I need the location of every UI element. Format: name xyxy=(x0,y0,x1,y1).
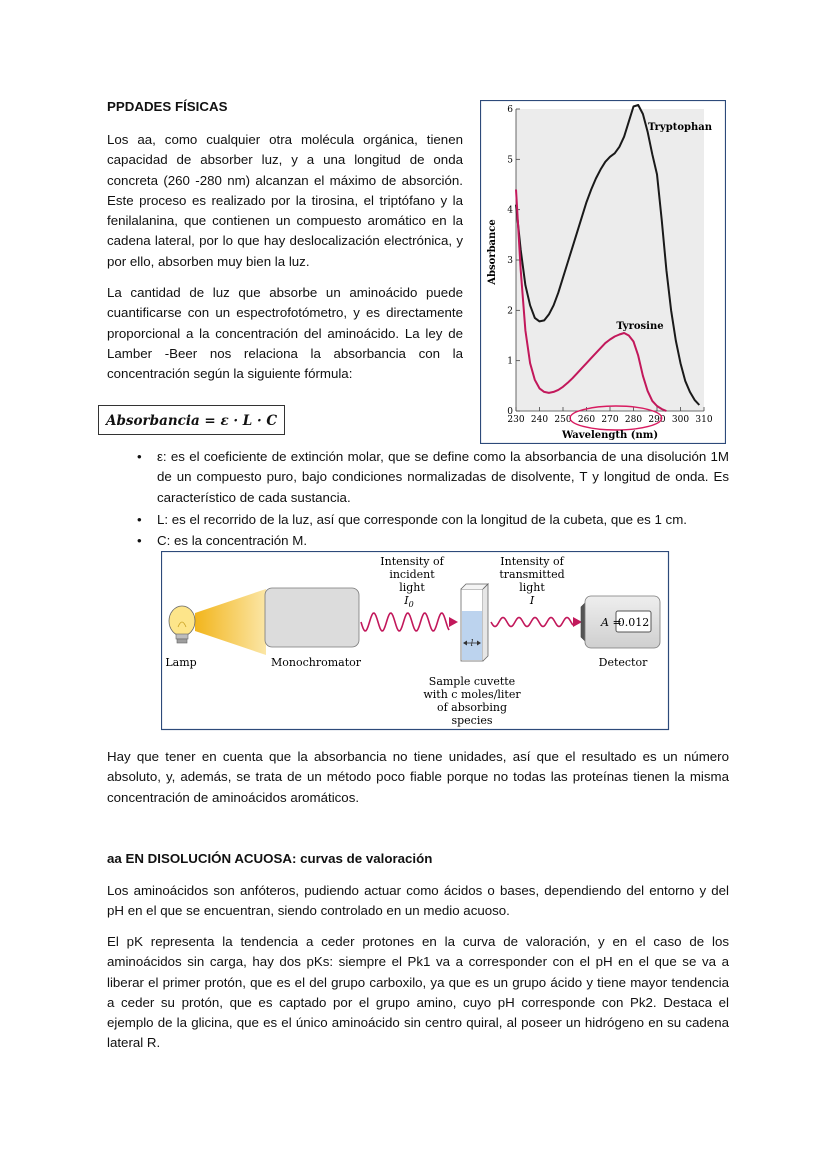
transmitted-symbol: I xyxy=(529,594,535,607)
absorbance-readout-value: 0.012 xyxy=(617,616,650,629)
incident-label-line1: Intensity of xyxy=(380,555,444,568)
section-heading-ppdades: PPDADES FÍSICAS xyxy=(107,99,228,114)
absorbance-chart-svg xyxy=(480,100,726,444)
absorbance-readout-label: A = xyxy=(601,616,622,629)
series-label-tyrosine: Tyrosine xyxy=(616,321,664,332)
bullet-marker: • xyxy=(137,511,142,527)
y-axis-label: Absorbance xyxy=(487,219,498,285)
detector-label: Detector xyxy=(598,656,648,669)
bullet-marker: • xyxy=(137,449,142,464)
y-tick-label: 1 xyxy=(507,356,513,367)
x-tick-label: 230 xyxy=(507,415,525,425)
incident-label-line3: light xyxy=(399,581,425,594)
cuvette-label-line3: of absorbing xyxy=(436,701,508,714)
paragraph-anfoteros: Los aminoácidos son anfóteros, pudiendo actuar como ácidos o bases, dependiendo del entorno y del pH en el que se encuentran, siendo controlado en un medio acuoso. xyxy=(107,883,729,919)
transmitted-label-line2: transmitted xyxy=(499,568,565,581)
bullet-text-l: L: es el recorrido de la luz, así que corresponde con la longitud de la cubeta, que es 1 cm. xyxy=(157,511,687,527)
series-label-tryptophan: Tryptophan xyxy=(647,122,713,133)
x-tick-label: 240 xyxy=(530,415,549,425)
y-tick-label: 6 xyxy=(507,105,513,115)
y-tick-label: 5 xyxy=(507,155,513,166)
formula-label: Absorbancia xyxy=(106,413,200,429)
absorbance-chart xyxy=(480,100,726,444)
formula-terms: = ε · L · C xyxy=(199,413,278,429)
y-tick-label: 2 xyxy=(507,306,513,317)
section-heading-disolucion: aa EN DISOLUCIÓN ACUOSA: curvas de valoración xyxy=(107,851,433,866)
x-tick-label: 250 xyxy=(554,415,572,425)
x-tick-label: 300 xyxy=(671,415,690,425)
paragraph-lambert-beer: La cantidad de luz que absorbe un aminoácido puede cuantificarse con un espectrofotómetro, y es directamente proporcional a la concentración del aminoácido. La ley de Lamber -Beer nos relaciona la absorbancia con la concentración según la siguiente fórmula: xyxy=(107,285,463,382)
paragraph-unidades: Hay que tener en cuenta que la absorbancia no tiene unidades, así que el resultado es un número absoluto, y, además, se trata de un método poco fiable porque no todas las proteínas tienen la misma concentración de aminoácidos aromáticos. xyxy=(107,749,729,805)
incident-label-line2: incident xyxy=(389,568,435,581)
x-tick-label: 290 xyxy=(648,415,666,425)
x-tick-label: 270 xyxy=(601,415,619,425)
list-item-l xyxy=(107,510,729,530)
x-tick-label: 280 xyxy=(624,415,643,425)
spectrophotometer-diagram xyxy=(161,551,670,731)
lamp-label: Lamp xyxy=(165,656,197,669)
monochromator-label: Monochromator xyxy=(270,656,362,669)
paragraph-pk: El pK representa la tendencia a ceder protones en la curva de valoración, y en el caso de los aminoácidos sin carga, hay dos pKs: siempre el Pk1 va a corresponder con el pH en el que se va a liberar el primer protón, que es el del grupo carboxilo, ya que es un grupo ácido y tiene mayor tendencia a ceder su protón, que es captado por el grupo amino, cuyo pH corresponde con Pk2. Destaca el ejemplo de la glicina, que es el único aminoácido sin centro quiral, al poseer un hidrógeno en su cadena lateral R. xyxy=(107,934,729,1051)
cuvette-label-line4: species xyxy=(451,714,493,727)
x-axis-label: Wavelength (nm) xyxy=(561,430,659,441)
y-tick-label: 3 xyxy=(507,256,513,266)
incident-symbol: $I_0$ xyxy=(404,594,414,609)
list-item-epsilon xyxy=(107,447,729,508)
bullet-text-epsilon-first: ε: es el coeficiente de extinción molar, que se define como la absorbancia de una disolución 1M de un compuesto puro, bajo condiciones normalizadas de disolvente, T y longitud de onda. Es característico de cada sustancia. xyxy=(157,449,729,505)
monochromator-box xyxy=(265,588,359,647)
path-length-symbol: l xyxy=(470,639,474,649)
cuvette-label-line2: with c moles/liter xyxy=(423,688,521,701)
sample-cuvette xyxy=(461,584,488,661)
definition-list xyxy=(107,447,729,551)
plot-area xyxy=(516,109,704,411)
x-tick-label: 260 xyxy=(577,415,596,425)
cuvette-label-line1: Sample cuvette xyxy=(428,675,516,688)
formula-box xyxy=(98,405,285,435)
paragraph-absorcion: Los aa, como cualquier otra molécula orgánica, tienen capacidad de absorber luz, y a una longitud de onda concreta (260 -280 nm) alcanzan el máximo de absorción. Este proceso es realizado por la tirosina, el triptófano y la fenilalanina, que contienen un compuesto aromático en la cadena lateral, por lo que hay deslocalización electrónica, y por ello, absorben muy bien la luz. xyxy=(107,132,463,269)
x-tick-label: 310 xyxy=(695,415,713,425)
list-item-c xyxy=(107,531,729,551)
y-tick-label: 4 xyxy=(507,205,513,216)
transmitted-label-line3: light xyxy=(519,581,545,594)
transmitted-label-line1: Intensity of xyxy=(500,555,564,568)
spectrophotometer-svg xyxy=(161,551,670,731)
bullet-marker: • xyxy=(137,533,142,549)
y-tick-label: 0 xyxy=(507,407,513,417)
bullet-text-c: C: es la concentración M. xyxy=(157,533,308,549)
